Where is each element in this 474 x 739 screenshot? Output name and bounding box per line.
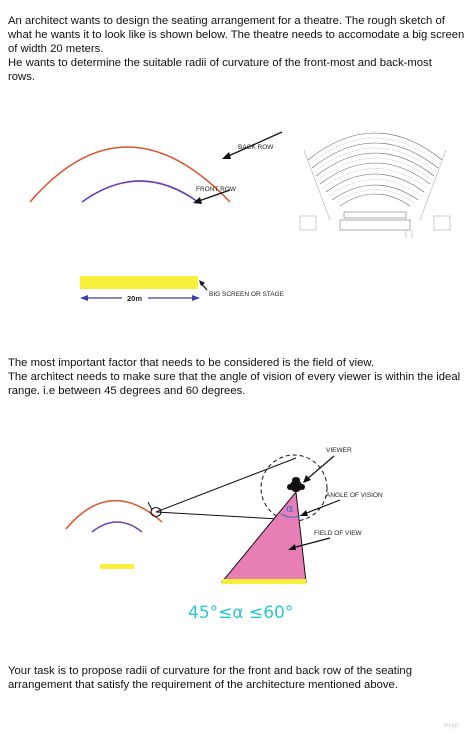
theatre-seating-plan-icon	[300, 120, 450, 238]
intro-line-3: of width 20 meters.	[8, 43, 104, 55]
field-of-view-label: FIELD OF VIEW	[314, 530, 362, 537]
front-row-label: FRONT ROW	[196, 186, 236, 193]
factor-paragraph	[8, 356, 468, 398]
front-row-arc	[82, 181, 198, 202]
screen-pointer-head	[199, 280, 205, 286]
factor-line-2: The architect needs to make sure that the angle of vision of every viewer is within the ideal	[8, 371, 461, 383]
task-line-1: Your task is to propose radii of curvature for the front and back row of the seating	[8, 665, 412, 677]
factor-line-3: range. i.e between 45 degrees and 60 degrees.	[8, 385, 246, 397]
angle-range-inequality: 45°≤α ≤60°	[188, 603, 294, 623]
factor-line-1: The most important factor that needs to be considered is the field of view.	[8, 357, 375, 369]
screen-label: BIG SCREEN OR STAGE	[209, 291, 285, 298]
task-paragraph	[8, 664, 468, 692]
width-arrow-left	[80, 295, 88, 301]
viewer-head-icon	[287, 477, 305, 492]
width-label: 20m	[127, 294, 143, 303]
front-row-arc-small	[92, 522, 142, 532]
front-row-arrowhead	[193, 197, 202, 204]
intro-line-4: He wants to determine the suitable radii of curvature of the front-most and back-most	[8, 57, 432, 69]
intro-line-1: An architect wants to design the seating arrangement for a theatre. The rough sketch of	[8, 15, 445, 27]
task-line-2: arrangement that satisfy the requirement of the architecture mentioned above.	[8, 679, 398, 691]
screen-small	[100, 564, 134, 569]
alpha-symbol: α	[286, 502, 294, 515]
width-arrow-right	[192, 295, 200, 301]
sight-line-top	[156, 458, 296, 512]
back-row-arc	[30, 147, 230, 202]
viewer-pointer	[306, 456, 334, 480]
intro-line-5: rows.	[8, 71, 35, 83]
intro-line-2: what he wants it to look like is shown below. The theatre needs to accomodate a big screen	[8, 29, 465, 41]
viewer-small-tick	[148, 502, 152, 510]
viewer-label: VIEWER	[326, 447, 352, 454]
back-row-arc-small	[66, 501, 162, 529]
angle-pointer-head	[300, 510, 308, 516]
screen-base	[222, 579, 306, 584]
intro-paragraph	[8, 14, 468, 84]
back-row-arrowhead	[222, 152, 231, 159]
angle-of-vision-diagram	[0, 440, 474, 630]
big-screen	[80, 276, 198, 289]
angle-of-vision-label: ANGLE OF VISION	[326, 492, 383, 499]
angle-pointer	[304, 500, 340, 514]
back-row-label: BACK ROW	[238, 144, 274, 151]
watermark: mcyp	[443, 723, 458, 729]
